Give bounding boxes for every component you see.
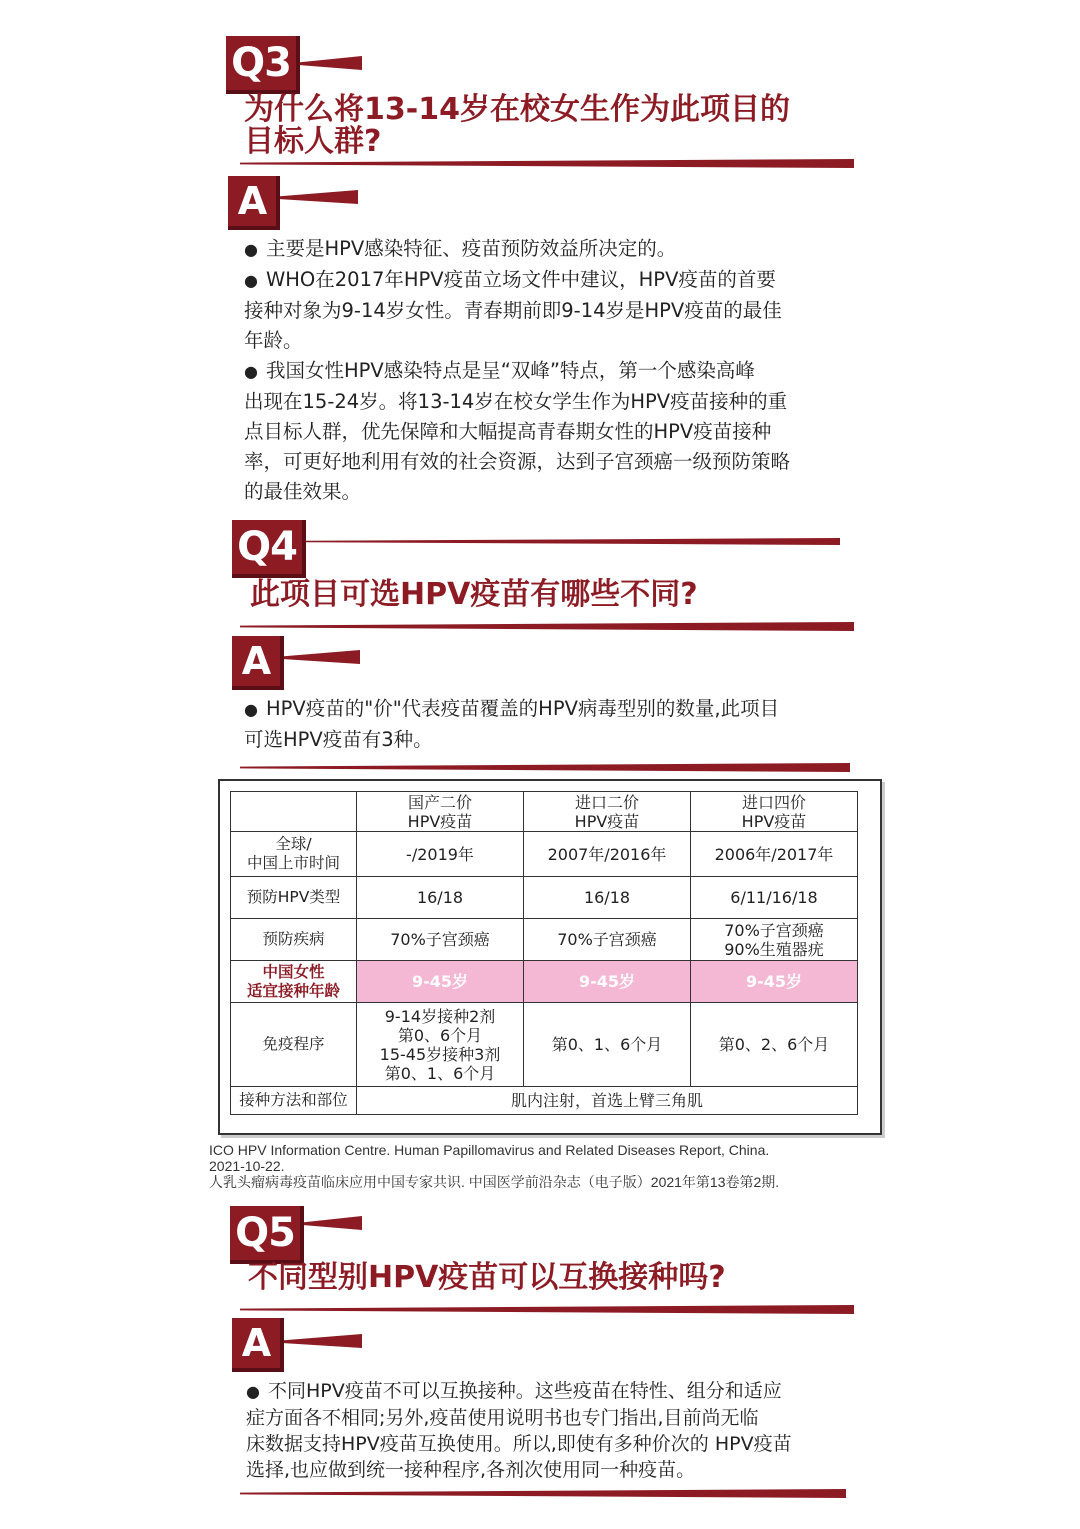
a3-bullet-2: ● WHO在2017年HPV疫苗立场文件中建议，HPV疫苗的首要 (244, 268, 776, 291)
table-row-age (231, 961, 858, 1003)
q5-title: 不同型别HPV疫苗可以互换接种吗? (248, 1260, 726, 1295)
row-label: 免疫程序 (231, 1003, 357, 1087)
table-cell: 第0、2、6个月 (691, 1003, 858, 1087)
a5-bullet-1: ● 不同HPV疫苗不可以互换接种。这些疫苗在特性、组分和适应 (246, 1380, 782, 1402)
a3-bullet-3-line: 出现在15-24岁。将13-14岁在校女学生作为HPV疫苗接种的重 (244, 390, 788, 413)
table-cell: 70%子宫颈癌 (357, 919, 524, 961)
a3-tag-rule (280, 190, 358, 204)
reference-line: 2021-10-22. (209, 1158, 285, 1174)
table-row-method (231, 1087, 858, 1115)
a3-tag: A (228, 176, 276, 226)
table-cell: 肌内注射，首选上臂三角肌 (357, 1087, 858, 1115)
a4-tag: A (232, 636, 280, 686)
table-header-row (231, 792, 858, 832)
table-cell: 6/11/16/18 (691, 877, 858, 919)
header-imported-bivalent: 进口二价 HPV疫苗 (524, 792, 691, 832)
a5-tag: A (232, 1318, 280, 1368)
row-label: 预防疾病 (231, 919, 357, 961)
q3-title (244, 94, 790, 158)
q5-tag-rule (304, 1216, 362, 1230)
a4-tag-rule (284, 650, 360, 664)
a4-divider (240, 763, 850, 772)
table-cell: 2007年/2016年 (524, 832, 691, 877)
reference-line: 人乳头瘤病毒疫苗临床应用中国专家共识. 中国医学前沿杂志（电子版）2021年第13卷第2期. (209, 1174, 780, 1190)
a5-bullet-line: 床数据支持HPV疫苗互换使用。所以,即使有多种价次的 HPV疫苗 (246, 1433, 792, 1455)
table-cell: 70%子宫颈癌 90%生殖器疣 (691, 919, 858, 961)
a3-bullet-2-line: 年龄。 (244, 329, 303, 352)
q4-divider (240, 622, 854, 631)
bullet-icon: ● (244, 700, 258, 719)
a4-bullet-1: ● HPV疫苗的"价"代表疫苗覆盖的HPV病毒型别的数量,此项目 (244, 697, 780, 720)
a3-bullet-3-line: 点目标人群，优先保障和大幅提高青春期女性的HPV疫苗接种 (244, 420, 772, 443)
bullet-icon: ● (244, 271, 258, 290)
reference-line: ICO HPV Information Centre. Human Papillomavirus and Related Diseases Report, China. (209, 1142, 770, 1158)
a4-bullet-line: 可选HPV疫苗有3种。 (244, 728, 433, 751)
header-imported-quadrivalent: 进口四价 HPV疫苗 (691, 792, 858, 832)
q3-title-line2: 目标人群? (244, 124, 382, 159)
a5-bullet-line: 选择,也应做到统一接种程序,各剂次使用同一种疫苗。 (246, 1459, 696, 1481)
table-cell: 9-45岁 (357, 961, 524, 1003)
table-cell: 70%子宫颈癌 (524, 919, 691, 961)
table-corner-cell (231, 792, 357, 832)
header-domestic-bivalent: 国产二价 HPV疫苗 (357, 792, 524, 832)
a3-bullet-1: ● 主要是HPV感染特征、疫苗预防效益所决定的。 (244, 237, 677, 260)
vaccine-comparison-table (230, 791, 858, 1115)
row-label: 全球/ 中国上市时间 (231, 832, 357, 877)
q3-tag: Q3 (226, 36, 296, 90)
q3-divider (240, 159, 854, 168)
a4-answer (244, 694, 844, 755)
a5-bullet-line: 症方面各不相同;另外,疫苗使用说明书也专门指出,目前尚无临 (246, 1407, 759, 1429)
table-row-types (231, 877, 858, 919)
references (209, 1142, 899, 1190)
table-cell: 2006年/2017年 (691, 832, 858, 877)
a5-divider (240, 1489, 846, 1498)
q5-divider (240, 1305, 854, 1314)
bullet-icon: ● (246, 1382, 260, 1401)
bullet-icon: ● (244, 362, 258, 381)
q3-tag-rule (300, 56, 362, 70)
row-label: 中国女性 适宜接种年龄 (231, 961, 357, 1003)
table-row-schedule (231, 1003, 858, 1087)
bullet-icon: ● (244, 240, 258, 259)
table-cell: 9-45岁 (524, 961, 691, 1003)
table-cell: 9-45岁 (691, 961, 858, 1003)
a5-answer (246, 1378, 846, 1483)
q3-title-line1: 为什么将13-14岁在校女生作为此项目的 (244, 92, 790, 127)
a3-bullet-3-line: 的最佳效果。 (244, 480, 362, 503)
table-cell: 16/18 (357, 877, 524, 919)
a3-bullet-2-line: 接种对象为9-14岁女性。青春期前即9-14岁是HPV疫苗的最佳 (244, 299, 782, 322)
a3-answer (244, 234, 844, 507)
row-label: 预防HPV类型 (231, 877, 357, 919)
table-row-launch (231, 832, 858, 877)
table-cell: 第0、1、6个月 (524, 1003, 691, 1087)
table-cell: -/2019年 (357, 832, 524, 877)
q5-tag: Q5 (230, 1206, 300, 1260)
table-row-disease (231, 919, 858, 961)
q4-tag: Q4 (232, 520, 302, 574)
a3-bullet-3-line: 率，可更好地利用有效的社会资源，达到子宫颈癌一级预防策略 (244, 450, 791, 473)
table-cell: 9-14岁接种2剂 第0、6个月 15-45岁接种3剂 第0、1、6个月 (357, 1003, 524, 1087)
q4-tag-rule (306, 538, 840, 545)
a5-tag-rule (284, 1334, 362, 1348)
a3-bullet-3: ● 我国女性HPV感染特点是呈“双峰”特点，第一个感染高峰 (244, 359, 755, 382)
row-label: 接种方法和部位 (231, 1087, 357, 1115)
table-cell: 16/18 (524, 877, 691, 919)
q4-title: 此项目可选HPV疫苗有哪些不同? (250, 577, 698, 612)
